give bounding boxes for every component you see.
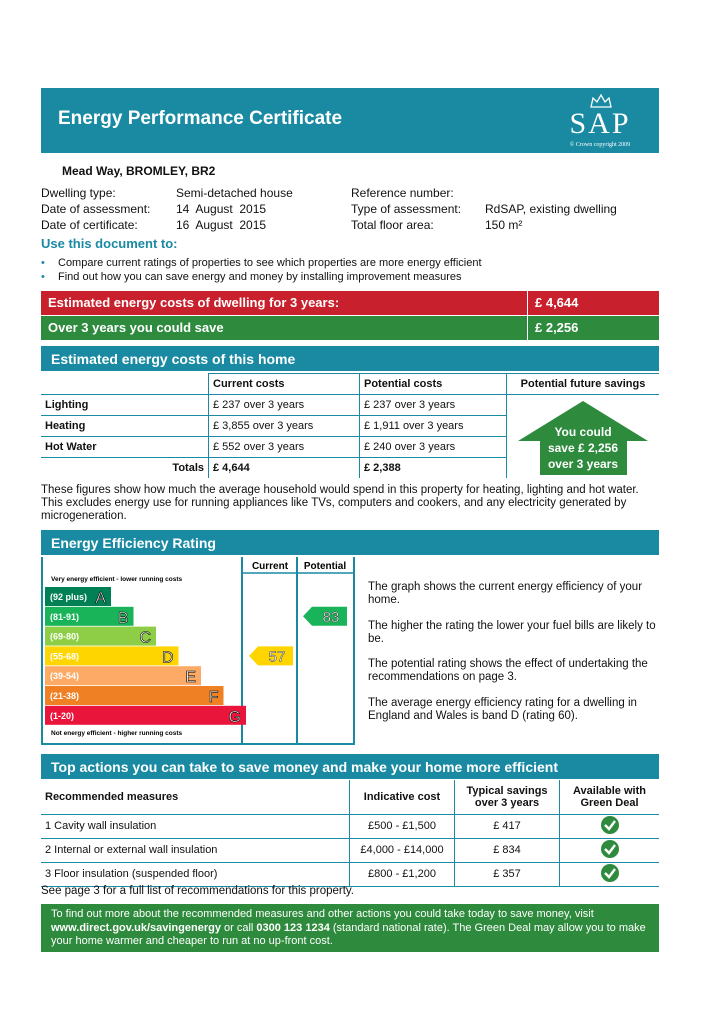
use-document-heading: Use this document to: (41, 236, 178, 251)
use-bullet: • Compare current ratings of properties to see which properties are more energy efficient (41, 257, 482, 269)
current-rating-value: 57 (268, 648, 286, 666)
table-row: 1 Cavity wall insulation £500 - £1,500 £ 417 (41, 814, 659, 838)
band-letter: B (117, 609, 129, 627)
col-potential-savings: Potential future savings (507, 374, 660, 395)
certificate-header (41, 88, 659, 153)
estimated-cost-value: £ 4,644 (535, 295, 579, 310)
table-row: 3 Floor insulation (suspended floor) £800 - £1,200 £ 357 (41, 862, 659, 886)
floor-area-value: 150 m² (485, 218, 523, 232)
assessment-date-value: 14 August 2015 (176, 202, 267, 216)
band-range-label: (92 plus) (50, 592, 88, 602)
recommended-measures-table (41, 780, 659, 887)
dwelling-type-value: Semi-detached house (176, 186, 293, 200)
crown-icon (590, 94, 612, 108)
table-header-row: Recommended measures Indicative cost Typical savings over 3 years Available with Green Deal (41, 780, 659, 814)
page-title: Energy Performance Certificate (58, 108, 343, 129)
band-letter: D (161, 649, 174, 667)
col-current-costs: Current costs (209, 374, 360, 395)
band-letter: A (95, 590, 106, 607)
property-address: Mead Way, BROMLEY, BR2 (62, 164, 216, 178)
band-letter: C (139, 629, 151, 647)
table-row: Lighting £ 237 over 3 years £ 237 over 3 years (41, 395, 659, 416)
band-range-label: (69-80) (50, 631, 80, 642)
table-row: Heating £ 3,855 over 3 years £ 1,911 over 3 years (41, 416, 659, 437)
footer-info: To find out more about the recommended measures and other actions you could take today to save money, visit www.direct.gov.uk/savingenergy or call 0300 123 1234 (standard national rate). The Green Deal may allow you to make your home warmer and cheaper to run at no up-front cost. (41, 904, 659, 952)
rating-paragraph: The higher the rating the lower your fuel bills are likely to be. (368, 620, 656, 645)
phone-number: 0300 123 1234 (256, 921, 330, 934)
rating-band-g (45, 706, 246, 725)
table-row: Hot Water £ 552 over 3 years £ 240 over 3 years (41, 437, 659, 458)
potential-column-header: Potential (303, 561, 347, 572)
estimated-cost-label: Estimated energy costs of dwelling for 3 years: (48, 295, 340, 310)
recommendations-note: See page 3 for a full list of recommendations for this property. (41, 885, 354, 897)
up-arrow-icon (508, 395, 659, 478)
costs-note: These figures show how much the average household would spend in this property for heating, lighting and hot water. This excludes energy use for running appliances like TVs, computers and cookers, and any electricity generated by microgeneration. (41, 484, 639, 522)
use-bullet: • Find out how you can save energy and money by installing improvement measures (41, 271, 462, 283)
rating-paragraph: The graph shows the current energy efficiency of your home. (368, 581, 643, 606)
green-deal-check-icon (560, 862, 660, 886)
band-range-label: (21-38) (50, 691, 80, 701)
band-letter: E (185, 669, 196, 687)
band-range-label: (39-54) (50, 671, 80, 682)
arrow-line-1: You could (554, 425, 612, 439)
bottom-efficiency-note: Not energy efficient - higher running costs (51, 730, 183, 737)
current-column-header: Current (251, 561, 289, 572)
assessment-type-value: RdSAP, existing dwelling (485, 202, 617, 216)
dwelling-type-label: Dwelling type: (41, 186, 116, 200)
certificate-date-label: Date of certificate: (41, 218, 138, 232)
band-range-label: (1-20) (50, 710, 75, 721)
floor-area-label: Total floor area: (351, 218, 434, 232)
band-range-label: (81-91) (50, 611, 80, 622)
potential-rating-value: 83 (322, 608, 340, 626)
top-efficiency-note: Very energy efficient - lower running costs (51, 576, 183, 583)
costs-section-heading: Estimated energy costs of this home (41, 346, 659, 371)
arrow-line-2: save £ 2,256 (547, 441, 619, 455)
savingenergy-link[interactable]: www.direct.gov.uk/savingenergy (51, 921, 221, 934)
assessment-date-label: Date of assessment: (41, 202, 151, 216)
crown-copyright: © Crown copyright 2009 (569, 142, 631, 148)
reference-label: Reference number: (351, 186, 454, 200)
band-letter: F (208, 689, 219, 706)
col-potential-costs: Potential costs (360, 374, 507, 395)
potential-savings-value: £ 2,256 (535, 320, 579, 335)
band-range-label: (55-68) (50, 651, 80, 662)
sap-logo-text: SAP (569, 107, 631, 140)
potential-savings-bar (41, 316, 659, 340)
actions-section-heading: Top actions you can take to save money and make your home more efficient (41, 754, 659, 779)
arrow-line-3: over 3 years (547, 457, 619, 471)
table-row: 2 Internal or external wall insulation £4,000 - £14,000 £ 834 (41, 838, 659, 862)
rating-chart-svg (43, 557, 353, 743)
totals-row: Totals £ 4,644 £ 2,388 (41, 458, 659, 479)
band-letter: G (228, 708, 241, 726)
assessment-type-label: Type of assessment: (351, 202, 462, 216)
potential-savings-label: Over 3 years you could save (48, 320, 224, 335)
certificate-date-value: 16 August 2015 (176, 218, 267, 232)
rating-paragraph: The potential rating shows the effect of undertaking the recommendations on page 3. (368, 658, 648, 683)
table-header-row (41, 374, 659, 395)
sap-logo (555, 94, 645, 150)
rating-section-heading: Energy Efficiency Rating (41, 530, 659, 555)
green-deal-check-icon (560, 814, 660, 838)
savings-arrow (508, 395, 659, 478)
estimated-cost-bar (41, 291, 659, 315)
green-deal-check-icon (560, 838, 660, 862)
efficiency-rating-chart (41, 557, 355, 745)
rating-paragraph: The average energy efficiency rating for a dwelling in England and Wales is band D (rating 60). (368, 697, 637, 722)
